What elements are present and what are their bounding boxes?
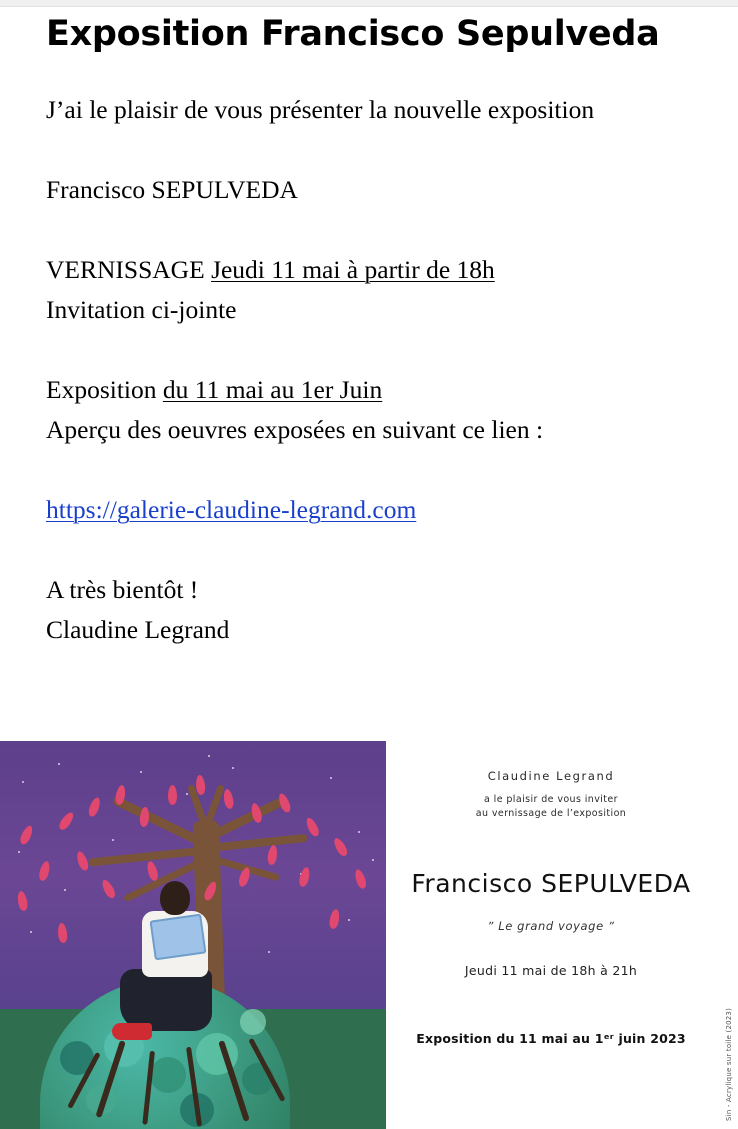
figure-shoe (112, 1023, 152, 1040)
figure-legs (120, 969, 212, 1031)
exposition-label: Exposition (46, 375, 163, 404)
spacer (46, 330, 716, 370)
flyer-host-name: Claudine Legrand (487, 769, 615, 783)
flyer-invitation-text (386, 793, 716, 821)
flyer-exhibition-dates: Exposition du 11 mai au 1ᵉʳ juin 2023 (416, 1031, 686, 1046)
spacer (46, 210, 716, 250)
intro-paragraph: J’ai le plaisir de vous présenter la nouvelle exposition (46, 95, 595, 124)
flyer-opening-time: Jeudi 11 mai de 18h à 21h (464, 963, 638, 978)
spacer (46, 530, 716, 570)
spacer (46, 450, 716, 490)
flyer-invitation-line1: a le plaisir de vous inviter (484, 794, 618, 805)
message-content (46, 12, 716, 650)
gallery-link-paragraph (46, 490, 716, 530)
preview-note: Aperçu des oeuvres exposées en suivant ce lien : (46, 415, 544, 444)
window-top-strip (0, 0, 738, 7)
vernissage-detail: Jeudi 11 mai à partir de 18h (211, 255, 495, 284)
exposition-line (46, 370, 716, 410)
flyer-attachment[interactable] (0, 741, 738, 1129)
gallery-link[interactable]: https://galerie-claudine-legrand.com (46, 495, 417, 524)
exposition-detail: du 11 mai au 1er Juin (162, 375, 383, 404)
flyer-artist-name: Francisco SEPULVEDA (411, 869, 691, 898)
invitation-note: Invitation ci-jointe (46, 295, 237, 324)
vernissage-label: VERNISSAGE (46, 255, 212, 284)
figure-head (160, 881, 190, 915)
flyer-artwork (0, 741, 386, 1129)
vernissage-line (46, 250, 716, 290)
flyer-text-panel (386, 741, 738, 1129)
flyer-artwork-credit: Sin - Acrylique sur toile (2023) (725, 1008, 733, 1121)
artist-name-paragraph: Francisco SEPULVEDA (46, 175, 298, 204)
closing-line: A très bientôt ! (46, 575, 199, 604)
page-title: Exposition Francisco Sepulveda (46, 14, 660, 54)
flyer-work-title: ˮ Le grand voyage ˮ (487, 919, 615, 933)
figure-book (149, 914, 206, 961)
spacer (46, 130, 716, 170)
flyer-invitation-line2: au vernissage de l’exposition (475, 808, 627, 819)
signature-line: Claudine Legrand (46, 615, 230, 644)
